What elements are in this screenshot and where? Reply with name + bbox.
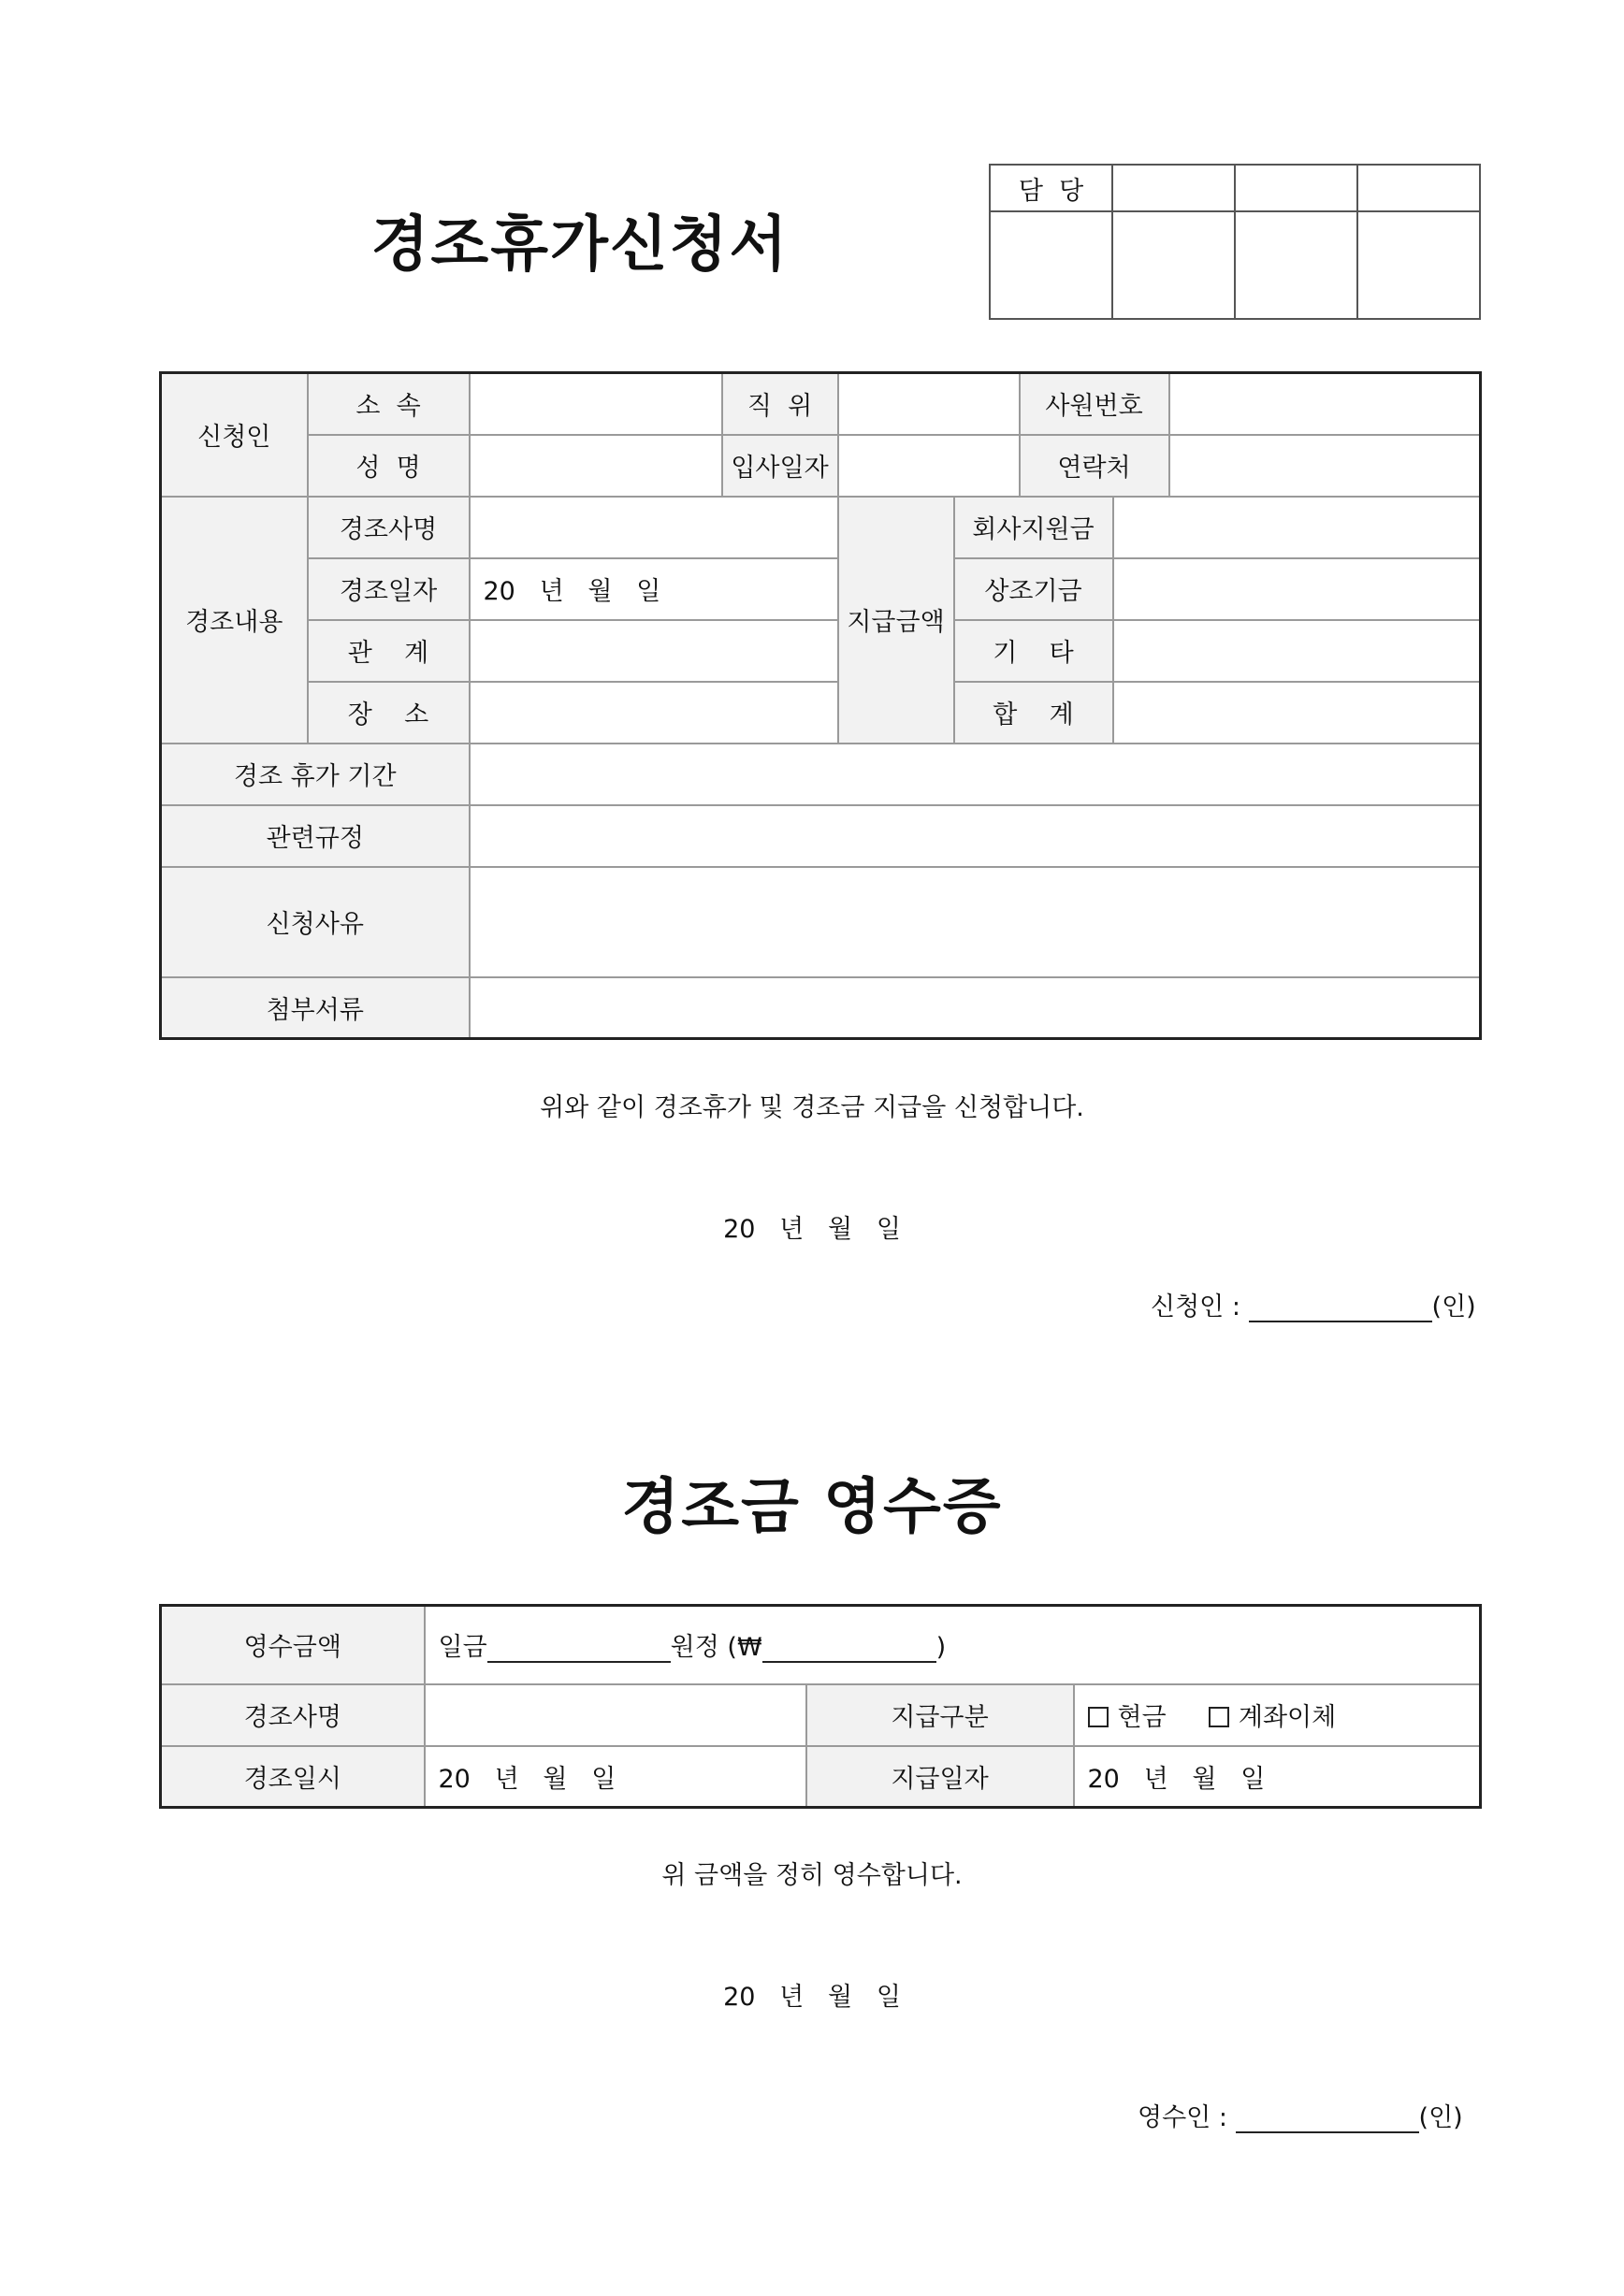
attachments-field[interactable] [470,977,1481,1039]
amount-middle: 원정 (₩ [670,1633,762,1663]
payment-date-field[interactable]: 20 년 월 일 [1074,1746,1481,1808]
department-field[interactable] [470,373,722,435]
signer-label: 신청인 : [1151,1292,1240,1321]
receipt-event-name-field[interactable] [425,1684,806,1746]
join-date-label: 입사일자 [722,435,838,497]
join-date-field[interactable] [838,435,1020,497]
contact-label: 연락처 [1020,435,1169,497]
cash-checkbox[interactable] [1088,1707,1109,1727]
approval-sign-cell-3[interactable] [1235,211,1357,319]
name-label: 성 명 [308,435,470,497]
event-name-label: 경조사명 [308,497,470,558]
position-label: 직 위 [722,373,838,435]
amount-prefix: 일금 [438,1633,487,1663]
receiver-signature[interactable] [1138,2097,1463,2133]
transfer-checkbox[interactable] [1209,1707,1229,1727]
payment-type-field [1074,1684,1481,1746]
place-field[interactable] [470,682,838,744]
receipt-date-line: 20 년 월 일 [723,1983,901,2012]
payment-date-label: 지급일자 [806,1746,1074,1808]
event-datetime-label: 경조일시 [161,1746,425,1808]
total-label: 합 계 [954,682,1113,744]
relation-field[interactable] [470,620,838,682]
receipt-table [159,1604,1482,1809]
transfer-label: 계좌이체 [1238,1703,1337,1732]
application-table [159,371,1482,1040]
event-date-field[interactable]: 20 년 월 일 [470,558,838,620]
event-group-label: 경조내용 [161,497,308,744]
amount-field[interactable] [425,1606,1481,1684]
applicant-group-label: 신청인 [161,373,308,497]
cash-label: 현금 [1117,1703,1167,1732]
receiver-line[interactable] [1236,2105,1419,2133]
other-field[interactable] [1113,620,1481,682]
approval-label: 담 당 [990,165,1112,211]
cash-option[interactable] [1088,1703,1167,1732]
approval-box [989,164,1481,320]
application-title: 경조휴가신청서 [370,210,790,280]
application-statement: 위와 같이 경조휴가 및 경조금 지급을 신청합니다. [540,1093,1084,1122]
company-support-label: 회사지원금 [954,497,1113,558]
amount-suffix: ) [935,1633,947,1663]
approval-sign-header-1[interactable] [1112,165,1235,211]
receipt-event-name-label: 경조사명 [161,1684,425,1746]
mutual-fund-field[interactable] [1113,558,1481,620]
approval-sign-cell-4[interactable] [1357,211,1480,319]
payment-type-label: 지급구분 [806,1684,1074,1746]
approval-sign-cell-1[interactable] [990,211,1112,319]
receipt-statement: 위 금액을 정히 영수합니다. [661,1861,963,1890]
other-label: 기 타 [954,620,1113,682]
application-date-line: 20 년 월 일 [723,1215,901,1244]
place-label: 장 소 [308,682,470,744]
employee-no-label: 사원번호 [1020,373,1169,435]
signer-line[interactable] [1249,1294,1432,1322]
reason-field[interactable] [470,867,1481,977]
approval-sign-header-2[interactable] [1235,165,1357,211]
attachments-label: 첨부서류 [161,977,470,1039]
name-field[interactable] [470,435,722,497]
event-name-field[interactable] [470,497,838,558]
relation-label: 관 계 [308,620,470,682]
contact-field[interactable] [1169,435,1481,497]
department-label: 소 속 [308,373,470,435]
leave-period-label: 경조 휴가 기간 [161,744,470,805]
approval-sign-header-3[interactable] [1357,165,1480,211]
amount-korean-line[interactable] [487,1635,671,1663]
total-field[interactable] [1113,682,1481,744]
event-date-label: 경조일자 [308,558,470,620]
reason-label: 신청사유 [161,867,470,977]
payment-group-label: 지급금액 [838,497,954,744]
position-field[interactable] [838,373,1020,435]
mutual-fund-label: 상조기금 [954,558,1113,620]
receiver-seal-label: (인) [1418,2103,1463,2132]
transfer-option[interactable] [1209,1703,1336,1732]
receipt-title: 경조금 영수증 [621,1473,1003,1542]
event-datetime-field[interactable]: 20 년 월 일 [425,1746,806,1808]
leave-period-field[interactable] [470,744,1481,805]
company-support-field[interactable] [1113,497,1481,558]
approval-sign-cell-2[interactable] [1112,211,1235,319]
amount-label: 영수금액 [161,1606,425,1684]
regulation-label: 관련규정 [161,805,470,867]
seal-label: (인) [1431,1292,1476,1321]
applicant-signature[interactable] [1151,1286,1476,1322]
amount-number-line[interactable] [762,1635,936,1663]
receiver-label: 영수인 : [1138,2103,1227,2132]
employee-no-field[interactable] [1169,373,1481,435]
regulation-field[interactable] [470,805,1481,867]
